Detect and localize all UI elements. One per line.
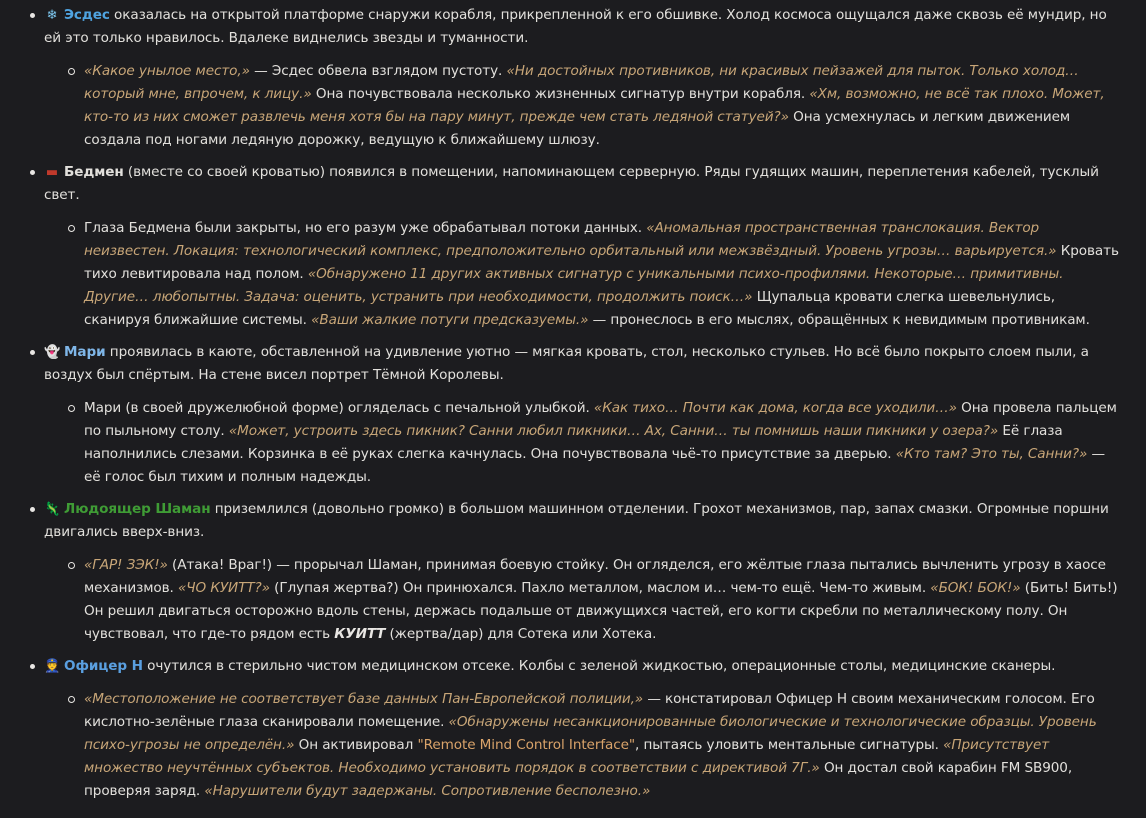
sub-list	[44, 688, 1122, 803]
character-list	[44, 4, 1122, 803]
narration-text: — констатировал Офицер Н своим механическим голосом. Его кислотно-зелёные глаза сканировали помещение.	[84, 691, 1095, 730]
narration-text: — пронеслось в его мыслях, обращённых к невидимым противникам.	[588, 312, 1090, 328]
narration-text: Она почувствовала несколько жизненных сигнатур внутри корабля.	[311, 86, 810, 102]
sub-list-item	[84, 554, 1122, 646]
narration-text: Она усмехнулась и легким движением создала под ногами ледяную дорожку, ведущую к ближайшему шлюзу.	[84, 109, 1071, 148]
lizard-icon: 🦎	[44, 502, 61, 517]
narration-text: — Эсдес обвела взглядом пустоту.	[249, 63, 507, 79]
narration-text: Он активировал	[294, 737, 418, 753]
snowflake-icon: ❄	[46, 8, 58, 23]
quote-text: «Может, устроить здесь пикник? Санни любил пикники… Ах, Санни… ты помнишь наши пикники у озера?»	[228, 423, 999, 439]
quote-text: «ЧО КУИТТ?»	[177, 580, 270, 596]
narration-text: Глаза Бедмена были закрыты, но его разум уже обрабатывал потоки данных.	[84, 220, 647, 236]
narration-text: Мари (в своей дружелюбной форме) огляделась с печальной улыбкой.	[84, 400, 594, 416]
police-officer-icon: 👮	[44, 659, 61, 674]
quote-text: «Как тихо… Почти как дома, когда все уходили…»	[593, 400, 957, 416]
quote-text: «Кто там? Это ты, Санни?»	[895, 446, 1088, 462]
quote-text: «Аномальная пространственная транслокация. Вектор неизвестен. Локация: технологический комплекс, предположительно орбитальный или межзвёздный. Уровень угрозы… варьируется.»	[84, 220, 1057, 259]
entry-text	[44, 341, 1122, 387]
quote-text: «БОК! БОК!»	[930, 580, 1021, 596]
narration-text: Кровать тихо левитировала над полом.	[84, 243, 1119, 282]
sub-list	[44, 60, 1122, 152]
narration-text: — её голос был тихим и полным надежды.	[84, 446, 1105, 485]
narration-text: (Бить! Бить!) Он решил двигаться осторожно вдоль стены, держась подальше от движущихся частей, его когти скребли по металлическому полу. Он чувствовал, что где-то рядом есть	[84, 580, 1118, 642]
sub-list-item	[84, 217, 1122, 332]
entry-description: оказалась на открытой платформе снаружи корабля, прикрепленной к его обшивке. Холод космоса ощущался даже сквозь её мундир, но ей это только нравилось. Вдалеке виднелись звезды и туманности.	[44, 7, 1107, 46]
narration-text: Её глаза наполнились слезами. Корзинка в её руках слегка качнулась. Она почувствовала чьё-то присутствие за дверью.	[84, 423, 1063, 462]
character-name: Эсдес	[64, 7, 110, 23]
sub-list-item	[84, 60, 1122, 152]
quote-text: «Ни достойных противников, ни красивых пейзажей для пыток. Только холод… который мне, впрочем, к лицу.»	[84, 63, 1079, 102]
narration-text: Она провела пальцем по пыльному столу.	[84, 400, 1117, 439]
emphasis-text: КУИТТ	[334, 626, 386, 642]
narration-text: , пытаясь уловить ментальные сигнатуры.	[635, 737, 944, 753]
sub-list	[44, 554, 1122, 646]
entry-text	[44, 161, 1122, 207]
quote-text: «Нарушители будут задержаны. Сопротивление бесполезно.»	[204, 783, 651, 799]
entry-description: проявилась в каюте, обставленной на удивление уютно — мягкая кровать, стол, несколько стульев. Но всё было покрыто слоем пыли, а воздух был спёртым. На стене висел портрет Тёмной Королевы.	[44, 344, 1089, 383]
character-entry	[44, 341, 1122, 489]
character-entry	[44, 498, 1122, 646]
quote-text: «Ваши жалкие потуги предсказуемы.»	[311, 312, 589, 328]
quote-text: «Обнаружено 11 других активных сигнатур с уникальными психо-профилями. Некоторые… примитивны. Другие… любопытны. Задача: оценить, устранить при необходимости, продолжить поиск…»	[84, 266, 1064, 305]
quote-text: «Присутствует множество неучтённых субъектов. Необходимо установить порядок в соответствии с директивой 7Г.»	[84, 737, 1050, 776]
quote-text: «Местоположение не соответствует базе данных Пан-Европейской полиции,»	[84, 691, 644, 707]
character-entry	[44, 655, 1122, 803]
sub-list-item	[84, 397, 1122, 489]
narration-text: Он достал свой карабин FM SB900, проверяя заряд.	[84, 760, 1073, 799]
code-text: "Remote Mind Control Interface"	[417, 737, 636, 753]
sub-list	[44, 397, 1122, 489]
narration-text: (жертва/дар) для Сотека или Хотека.	[385, 626, 657, 642]
character-name: Мари	[64, 344, 106, 360]
entry-description: очутился в стерильно чистом медицинском отсеке. Колбы с зеленой жидкостью, операционные столы, медицинские сканеры.	[142, 658, 1056, 674]
entry-text	[44, 655, 1122, 678]
entry-text	[44, 4, 1122, 50]
quote-text: «Обнаружены несанкционированные биологические и технологические образцы. Уровень психо-угрозы не определён.»	[84, 714, 1097, 753]
ghost-icon: 👻	[44, 345, 61, 360]
entry-text	[44, 498, 1122, 544]
entry-description: (вместе со своей кроватью) появился в помещении, напоминающем серверную. Ряды гудящих машин, переплетения кабелей, тусклый свет.	[44, 164, 1099, 203]
quote-text: «Хм, возможно, не всё так плохо. Может, кто-то из них сможет развлечь меня хотя бы на пару минут, прежде чем стать ледяной статуей?»	[84, 86, 1105, 125]
narration-text: (Глупая жертва?) Он принюхался. Пахло металлом, маслом и… чем-то ещё. Чем-то живым.	[269, 580, 931, 596]
narration-text: (Атака! Враг!) — прорычал Шаман, принимая боевую стойку. Он огляделся, его жёлтые глаза пытались вычленить угрозу в хаосе механизмов.	[84, 557, 1106, 596]
quote-text: «Какое унылое место,»	[84, 63, 250, 79]
character-name: Людоящер Шаман	[64, 501, 211, 517]
sub-list	[44, 217, 1122, 332]
narration-text: Щупальца кровати слегка шевельнулись, сканируя ближайшие системы.	[84, 289, 1055, 328]
bed-icon: ▬	[45, 165, 59, 180]
sub-list-item	[84, 688, 1122, 803]
character-name: Офицер Н	[64, 658, 143, 674]
character-name: Бедмен	[64, 164, 124, 180]
character-entry	[44, 4, 1122, 152]
character-entry	[44, 161, 1122, 332]
quote-text: «ГАР! ЗЭК!»	[84, 557, 168, 573]
entry-description: приземлился (довольно громко) в большом машинном отделении. Грохот механизмов, пар, запах смазки. Огромные поршни двигались вверх-вниз.	[44, 501, 1109, 540]
